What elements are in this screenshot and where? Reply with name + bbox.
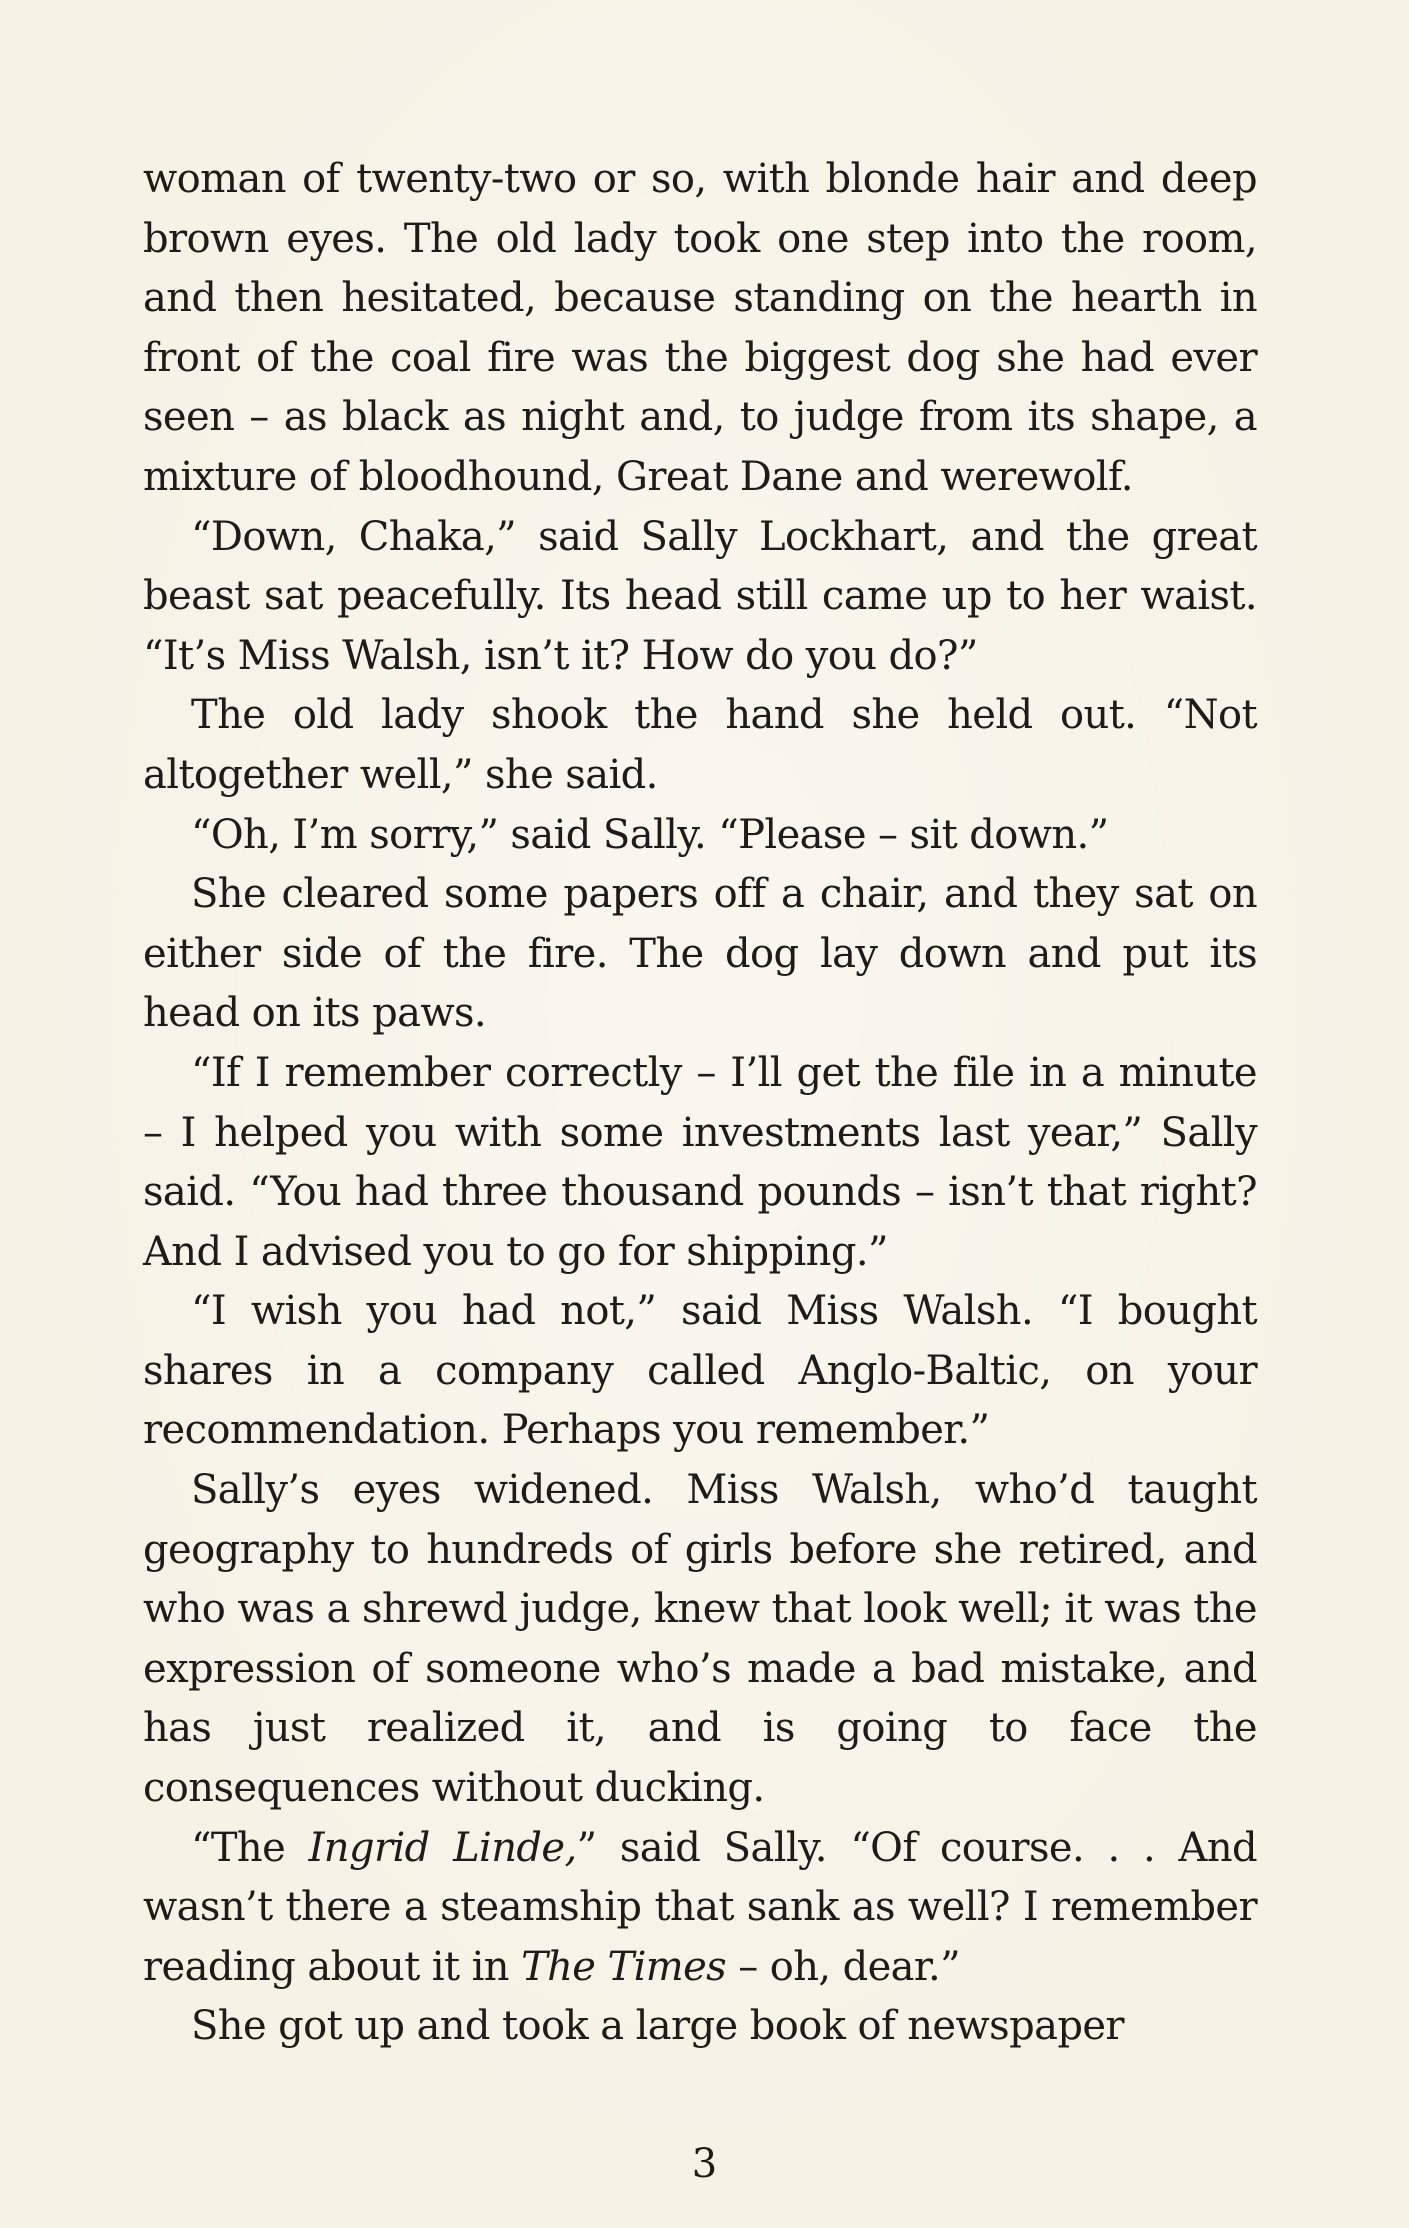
body-text	[143, 150, 1257, 2057]
paragraph-10	[143, 1997, 1257, 2057]
italic-newspaper-name: The Times	[521, 1943, 727, 1990]
paragraph-4	[143, 806, 1257, 866]
paragraph-text: ” said Sally. “Of course. . . And wasn’t there a steamship that sank as well? I remember reading about it in	[143, 1824, 1257, 1990]
paragraph-6	[143, 1044, 1257, 1282]
italic-ship-name: Ingrid Linde,	[308, 1824, 577, 1871]
paragraph-3	[143, 686, 1257, 805]
paragraph-text: “Down, Chaka,” said Sally Lockhart, and the great beast sat peacefully. Its head still came up to her waist. “It’s Miss Walsh, isn’t it? How do you do?”	[143, 513, 1257, 679]
paragraph-8	[143, 1461, 1257, 1819]
paragraph-7	[143, 1282, 1257, 1461]
paragraph-9	[143, 1819, 1257, 1998]
paragraph-1	[143, 150, 1257, 508]
paragraph-text: Sally’s eyes widened. Miss Walsh, who’d taught geography to hundreds of girls before she retired, and who was a shrewd judge, knew that look well; it was the expression of someone who’s made a bad mistake, and has just realized it, and is going to face the consequences without ducking.	[143, 1467, 1257, 1812]
paragraph-text: “Oh, I’m sorry,” said Sally. “Please – sit down.”	[191, 811, 1109, 858]
paragraph-2	[143, 508, 1257, 687]
paragraph-text: She cleared some papers off a chair, and they sat on either side of the fire. The dog lay down and put its head on its paws.	[143, 871, 1257, 1037]
paragraph-text: – oh, dear.”	[726, 1943, 961, 1990]
paragraph-text: woman of twenty-two or so, with blonde hair and deep brown eyes. The old lady took one step into the room, and then hesitated, because standing on the hearth in front of the coal fire was the biggest dog she had ever seen – as black as night and, to judge from its shape, a mixture of bloodhound, Great Dane and werewolf.	[143, 156, 1257, 500]
paragraph-text: “The	[191, 1824, 309, 1871]
paragraph-text: “I wish you had not,” said Miss Walsh. “I bought shares in a company called Anglo-Baltic, on your recommendation. Perhaps you remember.”	[143, 1288, 1257, 1454]
paragraph-text: She got up and took a large book of newspaper	[191, 2003, 1124, 2050]
page-number: 3	[691, 2141, 718, 2187]
paragraph-text: The old lady shook the hand she held out. “Not altogether well,” she said.	[143, 692, 1257, 798]
paragraph-text: “If I remember correctly – I’ll get the file in a minute – I helped you with some investments last year,” Sally said. “You had three thousand pounds – isn’t that right? And I advised you to go for shipping.”	[143, 1049, 1257, 1275]
paragraph-5	[143, 865, 1257, 1044]
